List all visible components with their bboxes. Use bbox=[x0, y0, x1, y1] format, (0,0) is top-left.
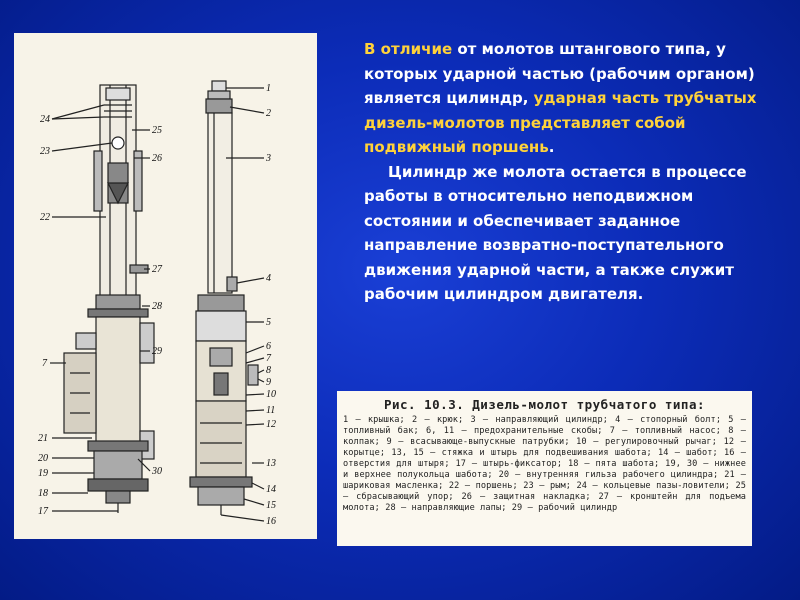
label-19: 19 bbox=[38, 468, 48, 479]
label-5: 5 bbox=[266, 317, 271, 328]
label-21: 21 bbox=[38, 433, 48, 444]
label-10: 10 bbox=[266, 389, 276, 400]
label-28: 28 bbox=[152, 301, 162, 312]
label-18: 18 bbox=[38, 488, 48, 499]
paragraph-2: Цилиндр же молота остается в процессе работы в относительно неподвижном состоянии и обеспечивает заданное направление возвратно-поступательного движения ударной части, а также служит рабочим цилиндром двигателя. bbox=[364, 162, 747, 303]
label-20: 20 bbox=[38, 453, 48, 464]
label-30: 30 bbox=[152, 466, 162, 477]
label-22: 22 bbox=[40, 212, 50, 223]
label-3: 3 bbox=[266, 153, 271, 164]
label-8: 8 bbox=[266, 365, 271, 376]
label-7-left: 7 bbox=[42, 358, 47, 369]
highlight-piston: ударная часть трубчатых дизель-молотов представляет собой подвижный поршень bbox=[364, 89, 757, 156]
label-27: 27 bbox=[152, 264, 162, 275]
paragraph-1-end: . bbox=[548, 138, 555, 156]
diesel-hammer-drawing bbox=[14, 33, 317, 539]
paragraph-1-text: от молотов штангового типа, у которых ударной частью (рабочим органом) является цилиндр, bbox=[364, 40, 755, 107]
label-25: 25 bbox=[152, 125, 162, 136]
highlight-v-otlichie: В отличие bbox=[364, 40, 453, 58]
label-23: 23 bbox=[40, 146, 50, 157]
hammer-illustration bbox=[14, 33, 317, 539]
label-29: 29 bbox=[152, 346, 162, 357]
paragraph-1 bbox=[364, 37, 759, 160]
label-11: 11 bbox=[266, 405, 276, 416]
main-text bbox=[364, 37, 759, 307]
label-24: 24 bbox=[40, 114, 50, 125]
label-1: 1 bbox=[266, 83, 271, 94]
label-9: 9 bbox=[266, 377, 271, 388]
label-14: 14 bbox=[266, 484, 276, 495]
label-26: 26 bbox=[152, 153, 162, 164]
label-16: 16 bbox=[266, 516, 276, 527]
label-13: 13 bbox=[266, 458, 276, 469]
label-7-right: 7 bbox=[266, 353, 271, 364]
label-17: 17 bbox=[38, 506, 48, 517]
label-6: 6 bbox=[266, 341, 271, 352]
figure-caption bbox=[337, 391, 752, 546]
label-2: 2 bbox=[266, 108, 271, 119]
label-15: 15 bbox=[266, 500, 276, 511]
label-12: 12 bbox=[266, 419, 276, 430]
caption-body: 1 — крышка; 2 — крюк; 3 — направляющий цилиндр; 4 — стопорный болт; 5 — топливный бак; 6, 11 — предохранительные скобы; 7 — топливный насос; 8 — колпак; 9 — всасывающе-выпускные патрубки; 10 — регулировочный рычаг; 12 — корытце; 13, 15 — стяжка и штырь для подвешивания шабота; 14 — шабот; 16 — отверстия для штыря; 17 — штырь-фиксатор; 18 — пята шабота; 19, 30 — нижнее и верхнее полукольца шабота; 20 — внутренняя гильза рабочего цилиндра; 21 — шариковая масленка; 22 — поршень; 23 — рым; 24 — кольцевые пазы-ловители; 25 — сбрасывающий упор; 26 — защитная накладка; 27 — кронштейн для подъема молота; 28 — направляющие лапы; 29 — рабочий цилиндр bbox=[343, 415, 746, 513]
label-4: 4 bbox=[266, 273, 271, 284]
caption-title: Рис. 10.3. Дизель-молот трубчатого типа: bbox=[383, 397, 706, 412]
